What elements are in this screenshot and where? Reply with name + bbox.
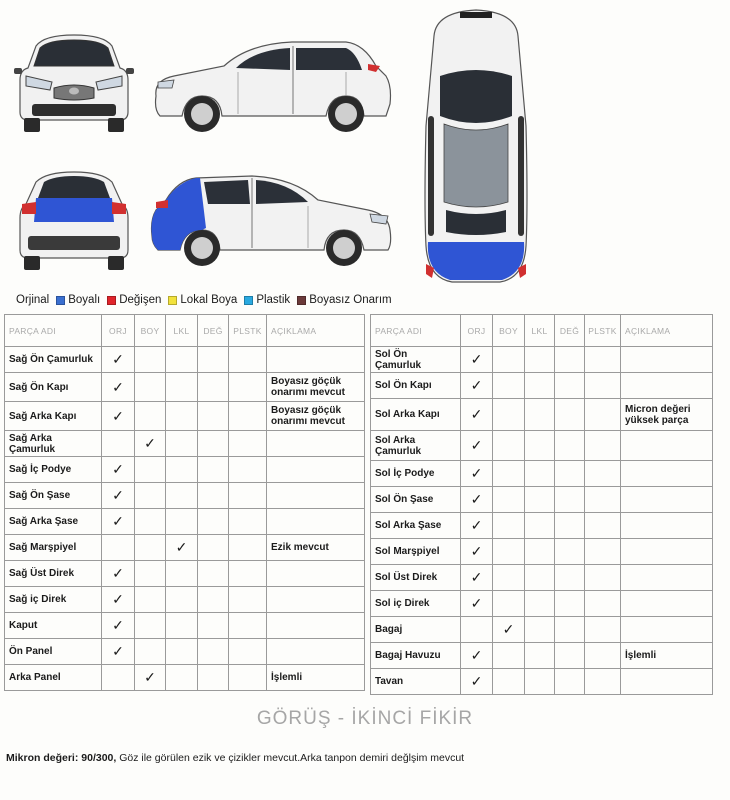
legend-item-local-paint: Lokal Boya [165,294,237,306]
replaced-check-cell [555,617,585,643]
note-cell [267,457,365,483]
plastic-check-cell [229,483,267,509]
table-row [371,669,713,695]
part-name-cell: Sol Arka Çamurluk [371,431,461,461]
footer-note [6,752,726,764]
local-paint-check-cell [525,643,555,669]
legend-item-plastic: Plastik [241,294,290,306]
section-title: GÖRÜŞ - İKİNCİ FİKİR [256,708,474,729]
original-check-cell: ✓ [102,587,135,613]
original-check-cell: ✓ [461,643,493,669]
note-cell: Boyasız göçük onarımı mevcut [267,402,365,431]
part-name-cell: Arka Panel [5,665,102,691]
original-check-cell: ✓ [461,461,493,487]
local-paint-check-cell: ✓ [166,535,198,561]
part-name-cell: Sağ iç Direk [5,587,102,613]
painted-check-cell [493,513,525,539]
table-row [371,591,713,617]
replaced-check-cell [555,565,585,591]
part-name-cell: Sağ İç Podye [5,457,102,483]
header-local-paint: LKL [166,315,198,347]
table-row [371,565,713,591]
original-check-cell: ✓ [102,509,135,535]
painted-check-cell [135,483,166,509]
note-cell [621,373,713,399]
local-paint-check-cell [166,639,198,665]
plastic-check-cell [585,487,621,513]
replaced-check-cell [555,461,585,487]
local-paint-check-cell [525,591,555,617]
plastic-check-cell [585,461,621,487]
legend-swatch-painted [56,296,65,305]
part-name-cell: Sol iç Direk [371,591,461,617]
header-note: AÇIKLAMA [267,315,365,347]
plastic-check-cell [585,591,621,617]
painted-check-cell [135,561,166,587]
replaced-check-cell [198,535,229,561]
painted-check-cell [135,402,166,431]
left-parts-table [4,314,365,691]
plastic-check-cell [229,457,267,483]
header-painted: BOY [135,315,166,347]
original-check-cell: ✓ [102,347,135,373]
painted-check-cell [135,535,166,561]
plastic-check-cell [585,399,621,431]
painted-check-cell [493,487,525,513]
color-legend [16,292,436,308]
original-check-cell [102,431,135,457]
note-cell [267,431,365,457]
plastic-check-cell [585,513,621,539]
table-header-row [371,315,713,347]
painted-check-cell [135,509,166,535]
header-local-paint: LKL [525,315,555,347]
part-name-cell: Kaput [5,613,102,639]
original-check-cell: ✓ [102,373,135,402]
original-check-cell: ✓ [461,399,493,431]
painted-check-cell: ✓ [135,431,166,457]
legend-item-paintless-repair: Boyasız Onarım [294,294,391,306]
painted-check-cell [493,461,525,487]
part-name-cell: Sağ Üst Direk [5,561,102,587]
plastic-check-cell [229,561,267,587]
original-check-cell: ✓ [461,487,493,513]
local-paint-check-cell [525,461,555,487]
car-front-view [14,30,134,134]
part-name-cell: Sağ Ön Şase [5,483,102,509]
local-paint-check-cell [166,483,198,509]
original-check-cell: ✓ [461,373,493,399]
part-name-cell: Sol İç Podye [371,461,461,487]
table-row [5,347,365,373]
plastic-check-cell [229,373,267,402]
local-paint-check-cell [166,347,198,373]
replaced-check-cell [198,613,229,639]
table-row [5,665,365,691]
table-row [371,539,713,565]
table-row [371,399,713,431]
part-name-cell: Bagaj Havuzu [371,643,461,669]
local-paint-check-cell [166,402,198,431]
part-name-cell: Sol Ön Kapı [371,373,461,399]
legend-swatch-replaced [107,296,116,305]
original-check-cell: ✓ [461,539,493,565]
table-row [5,402,365,431]
original-check-cell: ✓ [461,669,493,695]
replaced-check-cell [555,513,585,539]
footer-text: Göz ile görülen ezik ve çizikler mevcut.Arka tanpon demiri değlşim mevcut [116,752,465,764]
part-name-cell: Sağ Ön Çamurluk [5,347,102,373]
note-cell [621,513,713,539]
replaced-check-cell [198,561,229,587]
plastic-check-cell [585,565,621,591]
header-plastic: PLSTK [585,315,621,347]
replaced-check-cell [555,591,585,617]
local-paint-check-cell [525,513,555,539]
painted-check-cell: ✓ [135,665,166,691]
table-row [371,643,713,669]
original-check-cell: ✓ [102,561,135,587]
part-name-cell: Sol Ön Çamurluk [371,347,461,373]
note-cell [267,561,365,587]
car-right-side-view [150,36,395,136]
local-paint-check-cell [166,613,198,639]
header-original: ORJ [461,315,493,347]
part-name-cell: Sağ Arka Şase [5,509,102,535]
original-check-cell: ✓ [102,402,135,431]
painted-check-cell [135,613,166,639]
note-cell [267,483,365,509]
painted-check-cell [135,347,166,373]
local-paint-check-cell [166,431,198,457]
local-paint-check-cell [166,373,198,402]
painted-check-cell [493,373,525,399]
note-cell: İşlemli [267,665,365,691]
original-check-cell: ✓ [102,457,135,483]
note-cell [621,431,713,461]
local-paint-check-cell [166,509,198,535]
header-part-name: PARÇA ADI [5,315,102,347]
painted-check-cell [493,643,525,669]
car-left-side-view [148,170,398,270]
note-cell [267,613,365,639]
local-paint-check-cell [166,561,198,587]
local-paint-check-cell [166,665,198,691]
replaced-check-cell [198,665,229,691]
table-row [371,431,713,461]
painted-check-cell [493,399,525,431]
header-part-name: PARÇA ADI [371,315,461,347]
table-row [371,347,713,373]
plastic-check-cell [229,665,267,691]
header-replaced: DEĞ [555,315,585,347]
original-check-cell [102,535,135,561]
plastic-check-cell [585,617,621,643]
footer-micron-value: Mikron değeri: 90/300, [6,752,117,764]
part-name-cell: Ön Panel [5,639,102,665]
replaced-check-cell [198,587,229,613]
original-check-cell: ✓ [461,347,493,373]
table-row [371,487,713,513]
original-check-cell: ✓ [461,565,493,591]
painted-check-cell [135,373,166,402]
note-cell [621,539,713,565]
painted-check-cell [135,587,166,613]
note-cell [621,669,713,695]
table-header-row [5,315,365,347]
plastic-check-cell [585,539,621,565]
replaced-check-cell [555,399,585,431]
plastic-check-cell [585,669,621,695]
original-check-cell [102,665,135,691]
local-paint-check-cell [525,617,555,643]
table-row [5,587,365,613]
replaced-check-cell [198,483,229,509]
replaced-check-cell [555,669,585,695]
legend-item-original: Orjinal [16,294,50,306]
note-cell [621,565,713,591]
plastic-check-cell [585,373,621,399]
part-name-cell: Sağ Arka Çamurluk [5,431,102,457]
plastic-check-cell [229,535,267,561]
replaced-check-cell [198,373,229,402]
replaced-check-cell [198,457,229,483]
replaced-check-cell [198,402,229,431]
table-row [5,613,365,639]
replaced-check-cell [555,431,585,461]
painted-check-cell [493,591,525,617]
header-original: ORJ [102,315,135,347]
replaced-check-cell [198,431,229,457]
painted-check-cell [493,539,525,565]
note-cell [621,461,713,487]
note-cell: Boyasız göçük onarımı mevcut [267,373,365,402]
original-check-cell: ✓ [102,639,135,665]
table-row [5,373,365,402]
plastic-check-cell [229,347,267,373]
local-paint-check-cell [525,487,555,513]
note-cell [621,591,713,617]
note-cell [267,509,365,535]
part-name-cell: Sol Marşpiyel [371,539,461,565]
note-cell [621,347,713,373]
replaced-check-cell [555,347,585,373]
plastic-check-cell [229,402,267,431]
plastic-check-cell [229,613,267,639]
replaced-check-cell [555,373,585,399]
legend-swatch-plastic [244,296,253,305]
legend-swatch-paintless-repair [297,296,306,305]
table-row [371,461,713,487]
replaced-check-cell [198,347,229,373]
plastic-check-cell [585,431,621,461]
car-rear-view [14,168,134,272]
header-plastic: PLSTK [229,315,267,347]
part-name-cell: Sol Arka Şase [371,513,461,539]
car-top-view [416,6,536,286]
note-cell [267,639,365,665]
original-check-cell: ✓ [461,431,493,461]
local-paint-check-cell [525,347,555,373]
replaced-check-cell [198,639,229,665]
painted-check-cell [493,431,525,461]
part-name-cell: Bagaj [371,617,461,643]
table-row [5,639,365,665]
local-paint-check-cell [166,457,198,483]
part-name-cell: Sağ Marşpiyel [5,535,102,561]
table-row [371,617,713,643]
painted-check-cell [135,457,166,483]
part-name-cell: Sağ Arka Kapı [5,402,102,431]
local-paint-check-cell [525,431,555,461]
header-note: AÇIKLAMA [621,315,713,347]
original-check-cell: ✓ [461,591,493,617]
local-paint-check-cell [166,587,198,613]
legend-item-replaced: Değişen [104,294,161,306]
local-paint-check-cell [525,399,555,431]
part-name-cell: Sol Ön Şase [371,487,461,513]
table-row [5,561,365,587]
table-row [5,483,365,509]
legend-swatch-local-paint [168,296,177,305]
plastic-check-cell [585,347,621,373]
part-name-cell: Sol Arka Kapı [371,399,461,431]
table-row [5,431,365,457]
header-painted: BOY [493,315,525,347]
local-paint-check-cell [525,565,555,591]
note-cell: Micron değeri yüksek parça [621,399,713,431]
note-cell [267,587,365,613]
table-row [5,509,365,535]
painted-check-cell: ✓ [493,617,525,643]
plastic-check-cell [229,639,267,665]
table-row [5,535,365,561]
note-cell [621,487,713,513]
right-parts-table [370,314,713,695]
note-cell [621,617,713,643]
plastic-check-cell [229,509,267,535]
note-cell [267,347,365,373]
table-row [371,513,713,539]
note-cell: İşlemli [621,643,713,669]
part-name-cell: Sağ Ön Kapı [5,373,102,402]
part-name-cell: Tavan [371,669,461,695]
plastic-check-cell [229,587,267,613]
local-paint-check-cell [525,373,555,399]
painted-check-cell [135,639,166,665]
plastic-check-cell [229,431,267,457]
painted-check-cell [493,669,525,695]
painted-check-cell [493,565,525,591]
legend-item-painted: Boyalı [53,294,100,306]
replaced-check-cell [198,509,229,535]
local-paint-check-cell [525,669,555,695]
painted-check-cell [493,347,525,373]
header-replaced: DEĞ [198,315,229,347]
table-row [5,457,365,483]
plastic-check-cell [585,643,621,669]
original-check-cell: ✓ [461,513,493,539]
local-paint-check-cell [525,539,555,565]
note-cell: Ezik mevcut [267,535,365,561]
original-check-cell: ✓ [102,613,135,639]
replaced-check-cell [555,643,585,669]
replaced-check-cell [555,487,585,513]
original-check-cell: ✓ [102,483,135,509]
part-name-cell: Sol Üst Direk [371,565,461,591]
original-check-cell [461,617,493,643]
replaced-check-cell [555,539,585,565]
table-row [371,373,713,399]
